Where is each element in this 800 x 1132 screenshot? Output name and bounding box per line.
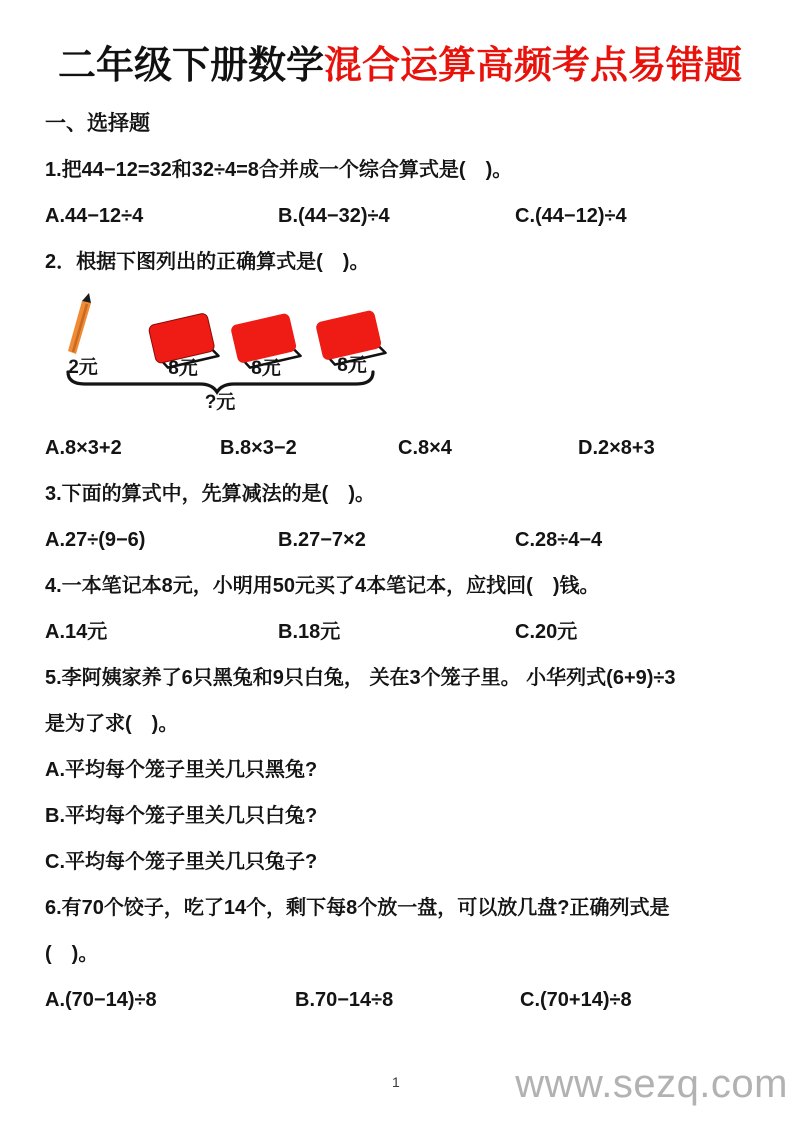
question-3-option-c: C.28÷4−4	[515, 529, 603, 551]
question-5-text-line-1: 5.李阿姨家养了6只黑兔和9只白兔， 关在3个笼子里。 小华列式(6+9)÷3	[45, 667, 676, 689]
question-5-option-c: C.平均每个笼子里关几只兔子?	[45, 851, 318, 873]
book-price-label: 8元	[337, 355, 367, 376]
question-6-text-line-2: ( )。	[45, 943, 99, 965]
question-2-option-a: A.8×3+2	[45, 437, 122, 459]
question-4-text: 4.一本笔记本8元，小明用50元买了4本笔记本，应找回( )钱。	[45, 575, 600, 597]
question-2-option-c: C.8×4	[398, 437, 452, 459]
book-price-label: 8元	[251, 358, 281, 379]
book-price-label: 8元	[168, 358, 198, 379]
watermark: www.sezq.com	[515, 1062, 788, 1106]
question-4-option-b: B.18元	[278, 621, 341, 643]
question-2-option-d: D.2×8+3	[578, 437, 655, 459]
question-2-figure	[53, 292, 413, 414]
question-1-option-a: A.44−12÷4	[45, 205, 144, 227]
question-5-option-a: A.平均每个笼子里关几只黑兔?	[45, 759, 318, 781]
question-3-option-b: B.27−7×2	[278, 529, 366, 551]
question-6-option-c: C.(70+14)÷8	[520, 989, 632, 1011]
question-2-text: 2．根据下图列出的正确算式是( )。	[45, 251, 370, 273]
page-title-red: 混合运算高频考点易错题	[324, 45, 743, 87]
question-5-option-b: B.平均每个笼子里关几只白兔?	[45, 805, 318, 827]
question-3-text: 3.下面的算式中，先算减法的是( )。	[45, 483, 375, 505]
question-4-option-a: A.14元	[45, 621, 108, 643]
question-6-option-b: B.70−14÷8	[295, 989, 394, 1011]
question-6-options	[45, 989, 755, 1012]
question-1-options	[45, 205, 755, 228]
question-4-option-c: C.20元	[515, 621, 578, 643]
section-heading: 一、选择题	[45, 112, 150, 135]
page-title-black: 二年级下册数学	[57, 45, 324, 87]
pencil-icon	[68, 293, 91, 354]
question-3-options	[45, 529, 755, 552]
question-4-options	[45, 621, 755, 644]
total-price-label: ?元	[204, 392, 236, 413]
question-3-option-a: A.27÷(9−6)	[45, 529, 146, 551]
question-2-option-b: B.8×3−2	[220, 437, 297, 459]
question-1-option-c: C.(44−12)÷4	[515, 205, 627, 227]
question-2-options	[45, 437, 755, 460]
page-title	[45, 44, 755, 88]
question-1-option-b: B.(44−32)÷4	[278, 205, 390, 227]
pencil-price-label: 2元	[68, 357, 98, 378]
question-1-text: 1.把44−12=32和32÷4=8合并成一个综合算式是( )。	[45, 159, 513, 181]
page-number: 1	[392, 1074, 400, 1090]
question-6-text-line-1: 6.有70个饺子，吃了14个，剩下每8个放一盘，可以放几盘?正确列式是	[45, 897, 670, 919]
worksheet-content	[0, 44, 800, 1012]
question-6-option-a: A.(70−14)÷8	[45, 989, 157, 1011]
question-5-text-line-2: 是为了求( )。	[45, 713, 179, 735]
brace-icon	[68, 372, 373, 392]
